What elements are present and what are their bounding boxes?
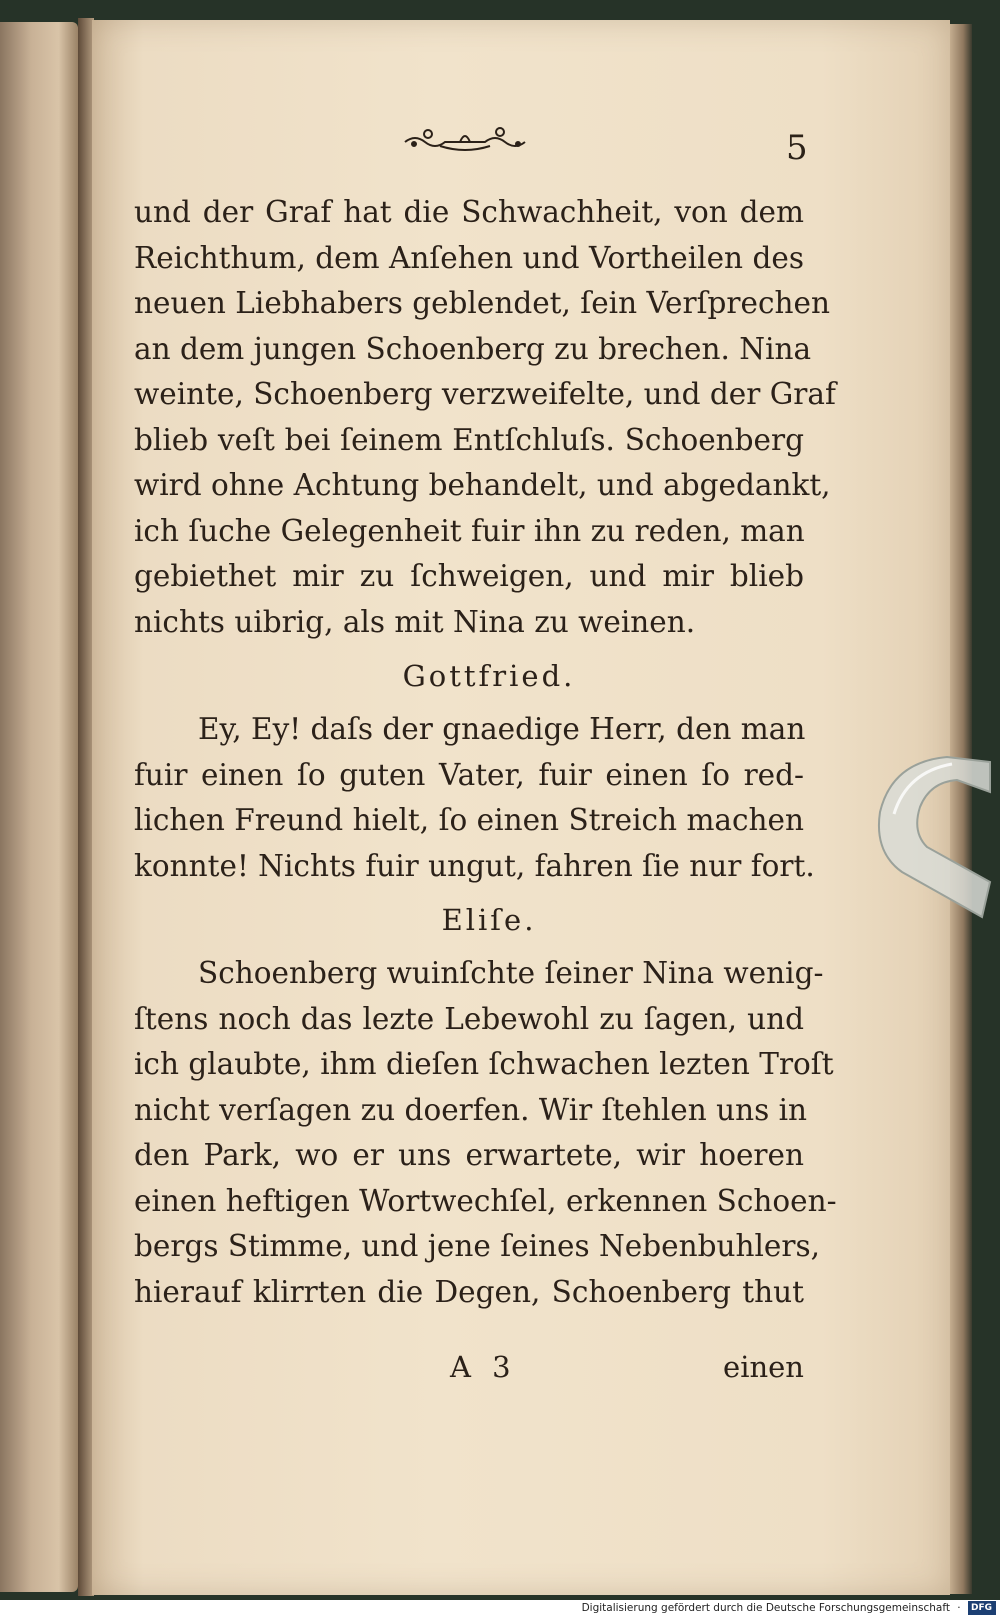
text-line: an dem jungen Schoenberg zu brechen. Nina (134, 331, 812, 366)
text-line: blieb veſt bei ſeinem Entſchluſs. Schoenberg (134, 422, 804, 457)
credit-text: Digitalisierung gefördert durch die Deutsche Forschungsgemeinschaft (581, 1602, 950, 1614)
text-line: ſtens noch das lezte Lebewohl zu ſagen, und (134, 1001, 804, 1036)
text-line: wird ohne Achtung behandelt, und abgedankt, (134, 468, 831, 502)
digitization-credit (0, 1600, 1000, 1617)
page-clip-icon (872, 752, 992, 922)
text-line: hierauf klirrten die Degen, Schoenberg thut (134, 1274, 804, 1309)
page-foot (134, 1350, 804, 1390)
text-line: Reichthum, dem Anſehen und Vortheilen des (134, 240, 804, 275)
dfg-logo: DFG (968, 1601, 996, 1615)
text-line: Ey, Ey! daſs der gnaedige Herr, den man (198, 712, 806, 746)
text-line: gebiethet mir zu ſchweigen, und mir blieb (134, 559, 804, 593)
text-line: weinte, Schoenberg verzweifelte, und der Graf (134, 377, 836, 411)
text-line: lichen Freund hielt, ſo einen Streich machen (134, 803, 804, 837)
signature-mark: A 3 (450, 1350, 517, 1384)
speaker-name: Gottfried. (402, 659, 576, 693)
text-line: und der Graf hat die Schwachheit, von dem (134, 195, 804, 229)
text-line: ich ſuche Gelegenheit fuir ihn zu reden, man (134, 513, 805, 548)
text-line: ich glaubte, ihm dieſen ſchwachen lezten Troſt (134, 1047, 834, 1081)
text-line: Schoenberg wuinſchte ſeiner Nina wenig- (198, 956, 824, 990)
text-line: bergs Stimme, und jene ſeines Nebenbuhlers, (134, 1229, 820, 1263)
text-line: nichts uibrig, als mit Nina zu weinen. (134, 604, 696, 639)
left-page-edge (0, 22, 78, 1592)
page-number: 5 (786, 128, 808, 168)
text-line: konnte! Nichts fuir ungut, fahren ſie nur fort. (134, 848, 815, 883)
catchword: einen (723, 1350, 804, 1384)
text-line: einen heftigen Wortwechſel, erkennen Schoen- (134, 1183, 837, 1218)
page-body (134, 190, 837, 1315)
text-line: nicht verſagen zu doerfen. Wir ſtehlen uns in (134, 1092, 808, 1127)
text-line: den Park, wo er uns erwartete, wir hoeren (134, 1138, 804, 1172)
speaker-name: Eliſe. (441, 903, 537, 937)
credit-separator: · (953, 1602, 964, 1614)
text-line: neuen Liebhabers geblendet, ſein Verſprechen (134, 286, 830, 320)
floral-ornament-icon (400, 120, 530, 160)
text-line: fuir einen ſo guten Vater, fuir einen ſo red- (134, 757, 804, 792)
